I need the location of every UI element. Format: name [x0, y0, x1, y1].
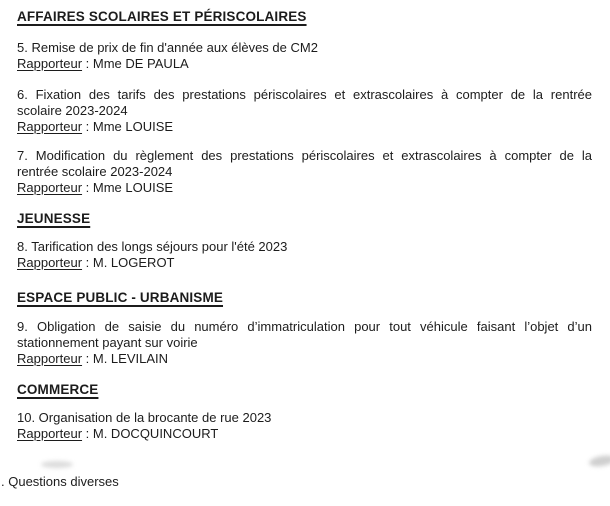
agenda-item-8-title: 8. Tarification des longs séjours pour l'été 2023: [17, 239, 288, 254]
agenda-item-5-rapporteur: [17, 56, 592, 72]
rapporteur-label: Rapporteur: [17, 119, 83, 134]
agenda-item-9-title-line1: 9. Obligation de saisie du numéro d’immatriculation pour tout véhicule faisant l’objet d’un: [17, 319, 592, 334]
scan-smudge: [588, 454, 610, 468]
agenda-item-6-title-line2: scolaire 2023-2024: [17, 103, 128, 118]
agenda-item-9-rapporteur: [17, 351, 592, 367]
rapporteur-label: Rapporteur: [17, 426, 83, 441]
agenda-item-10-rapporteur: [17, 426, 592, 442]
questions-diverses-line: . Questions diverses: [1, 474, 119, 489]
rapporteur-name: : M. LOGEROT: [82, 255, 175, 270]
section-title-espace-public-urbanisme: ESPACE PUBLIC - URBANISME: [17, 290, 224, 305]
section-title-commerce: COMMERCE: [17, 382, 99, 397]
rapporteur-name: : Mme DE PAULA: [82, 56, 189, 71]
rapporteur-name: : M. DOCQUINCOURT: [82, 426, 219, 441]
agenda-item-5-title: 5. Remise de prix de fin d'année aux élèves de CM2: [17, 40, 318, 55]
rapporteur-name: : Mme LOUISE: [82, 180, 174, 195]
section-title-affaires-scolaires: AFFAIRES SCOLAIRES ET PÉRISCOLAIRES: [17, 9, 307, 24]
agenda-item-7-rapporteur: [17, 180, 592, 196]
rapporteur-label: Rapporteur: [17, 351, 83, 366]
agenda-item-6-title-line1: 6. Fixation des tarifs des prestations périscolaires et extrascolaires à compter de la rentrée: [17, 87, 592, 102]
agenda-item-7-title-line1: 7. Modification du règlement des prestations périscolaires et extrascolaires à compter de la: [17, 148, 592, 163]
rapporteur-name: : Mme LOUISE: [82, 119, 174, 134]
agenda-item-8-rapporteur: [17, 255, 592, 271]
agenda-item-6-rapporteur: [17, 119, 592, 135]
agenda-item-9-title-line2: stationnement payant sur voirie: [17, 335, 198, 350]
agenda-item-7-title-line2: rentrée scolaire 2023-2024: [17, 164, 173, 179]
section-title-jeunesse: JEUNESSE: [17, 211, 91, 226]
rapporteur-label: Rapporteur: [17, 56, 83, 71]
rapporteur-name: : M. LEVILAIN: [82, 351, 169, 366]
scan-smudge: [41, 461, 73, 468]
rapporteur-label: Rapporteur: [17, 180, 83, 195]
agenda-item-10-title: 10. Organisation de la brocante de rue 2023: [17, 410, 272, 425]
rapporteur-label: Rapporteur: [17, 255, 83, 270]
